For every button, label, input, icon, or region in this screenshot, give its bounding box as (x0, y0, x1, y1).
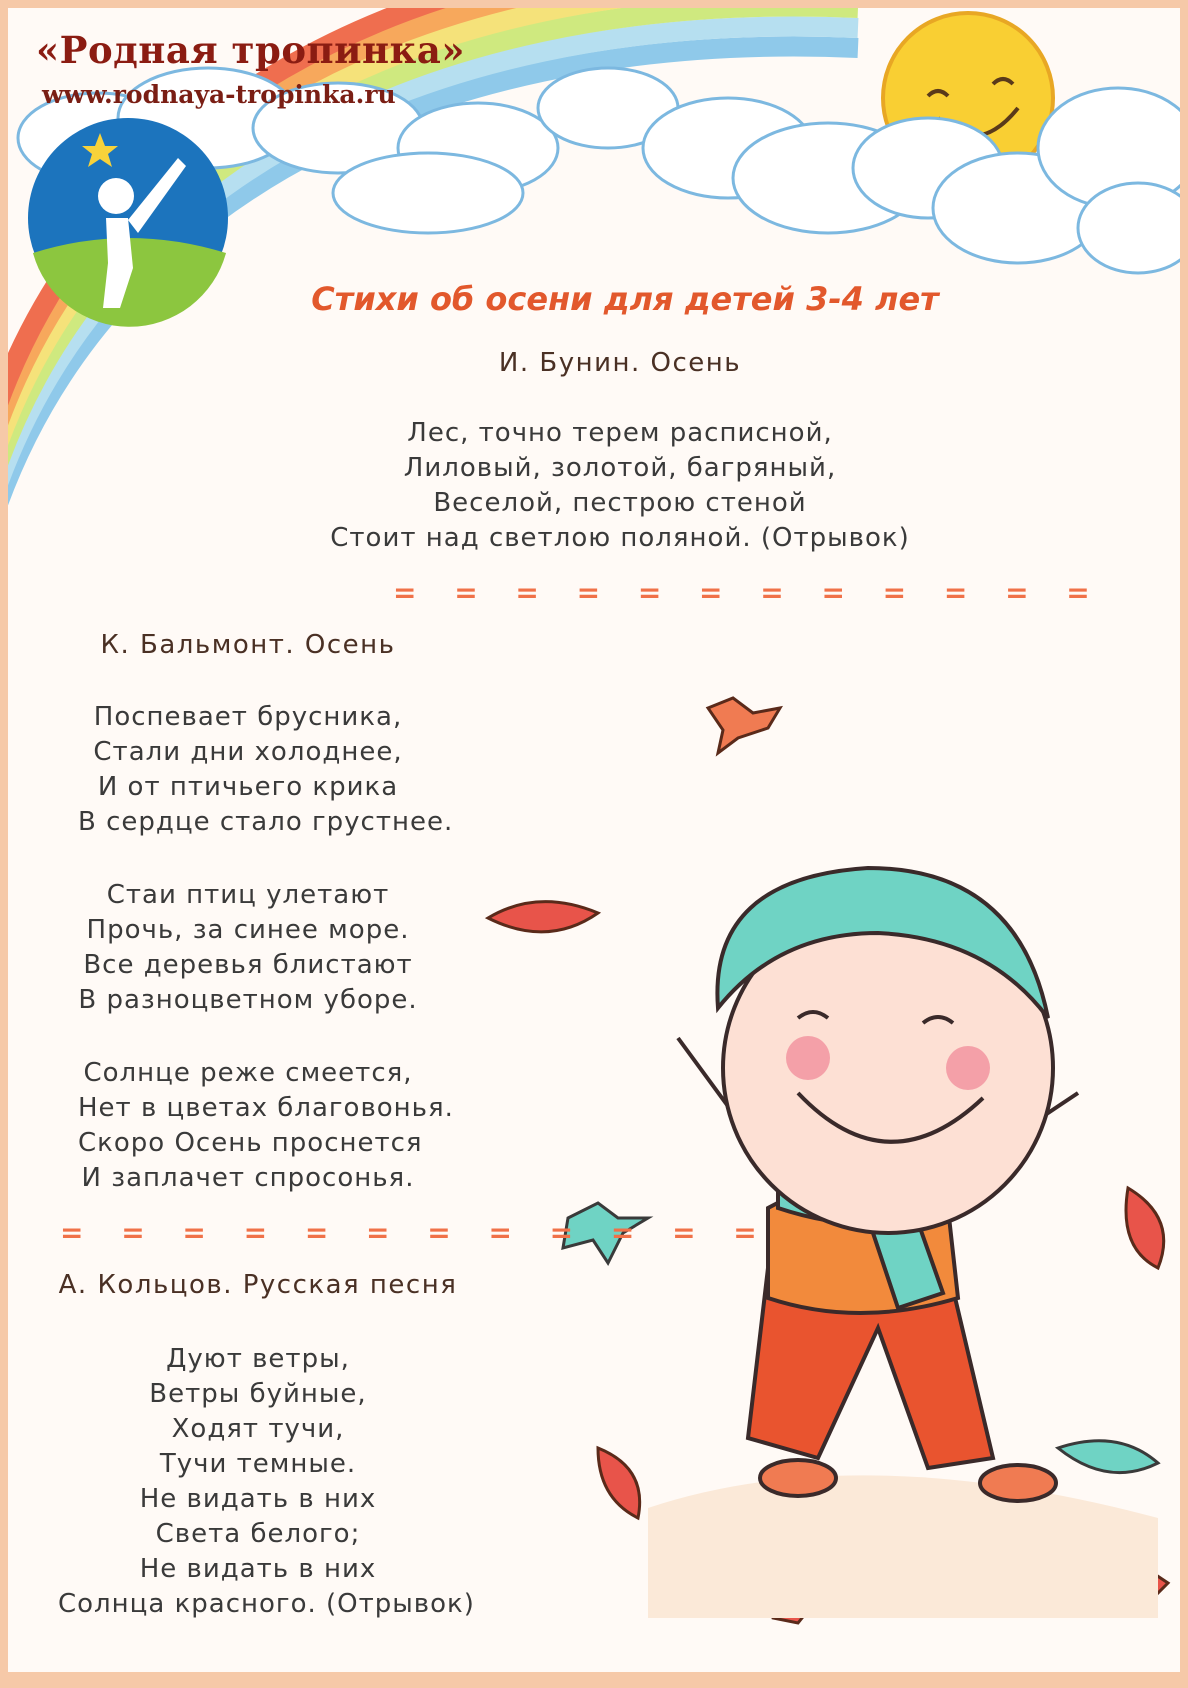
poem-line: Солнце реже смеется, (83, 1058, 413, 1088)
poem-balmont-stanza-1 (78, 700, 454, 840)
poem-line: Все деревья блистают (83, 950, 413, 980)
poem-line: Прочь, за синее море. (86, 915, 410, 945)
poem-line: Поспевает брусника, (93, 702, 403, 732)
poem-koltsov (58, 1342, 475, 1622)
poem-bunin (308, 416, 932, 556)
poem-line: Солнца красного. (Отрывок) (58, 1589, 475, 1619)
poem-line: Лиловый, золотой, багряный, (403, 453, 837, 483)
poem-line: В разноцветном уборе. (78, 985, 418, 1015)
poem-balmont-stanza-2 (78, 878, 418, 1018)
divider: = = = = = = = = = = = = (60, 1216, 771, 1249)
page (8, 8, 1180, 1672)
poem-line: Света белого; (155, 1519, 361, 1549)
divider: = = = = = = = = = = = = (393, 576, 1104, 609)
poem-line: Тучи темные. (159, 1449, 357, 1479)
logo (28, 118, 228, 327)
poem-line: Стали дни холоднее, (93, 737, 403, 767)
poem-line: В сердце стало грустнее. (78, 807, 454, 837)
poem-heading-balmont: К. Бальмонт. Осень (100, 630, 396, 660)
poem-line: Стаи птиц улетают (106, 880, 390, 910)
poem-balmont-stanza-3 (78, 1056, 454, 1196)
poem-line: Лес, точно терем расписной, (407, 418, 833, 448)
ground (648, 1475, 1158, 1618)
poem-heading-bunin: И. Бунин. Осень (498, 348, 742, 378)
poem-line: Дуют ветры, (166, 1344, 350, 1374)
poem-heading-koltsov: А. Кольцов. Русская песня (58, 1270, 458, 1300)
poem-line: Ветры буйные, (149, 1379, 367, 1409)
page-title: Стихи об осени для детей 3-4 лет (311, 280, 939, 318)
boy-illustration (678, 868, 1078, 1501)
poem-line: И заплачет спросонья. (81, 1163, 415, 1193)
poem-line: И от птичьего крика (97, 772, 399, 802)
site-name: «Родная тропинка» (36, 28, 465, 72)
poem-line: Скоро Осень проснется (78, 1128, 423, 1158)
poem-line: Не видать в них (139, 1484, 377, 1514)
poem-line: Не видать в них (139, 1554, 377, 1584)
poem-line: Веселой, пестрою стеной (433, 488, 807, 518)
poem-line: Стоит над светлою поляной. (Отрывок) (330, 523, 910, 553)
poem-line: Ходят тучи, (171, 1414, 345, 1444)
site-url: www.rodnaya-tropinka.ru (42, 80, 396, 109)
poem-line: Нет в цветах благовонья. (78, 1093, 454, 1123)
